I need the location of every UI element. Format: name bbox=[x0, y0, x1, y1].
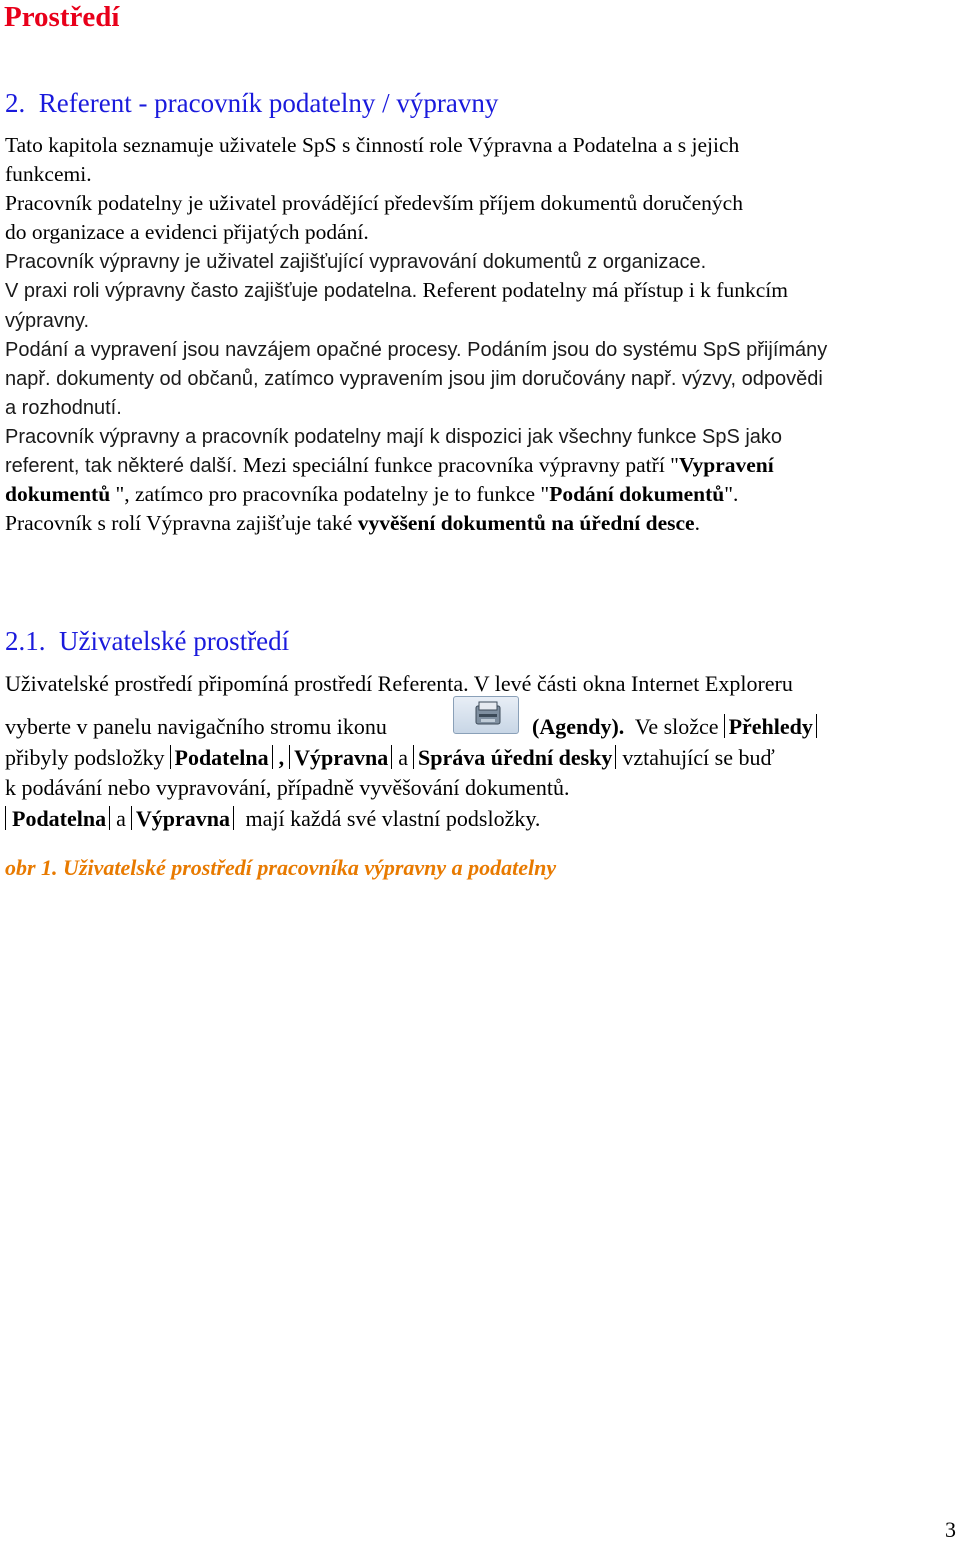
env-line-1 bbox=[5, 671, 793, 697]
document-title: Prostředí bbox=[4, 1, 120, 33]
folder-marker bbox=[131, 806, 132, 830]
intro-paragraph bbox=[5, 131, 827, 538]
intro-line-8a: Podání a vypravení jsou navzájem opačné procesy. bbox=[5, 338, 462, 361]
intro-line-7: výpravny. bbox=[5, 309, 90, 332]
intro-line-4: do organizace a evidenci přijatých podání. bbox=[5, 220, 369, 245]
folder-intro: Ve složce bbox=[634, 714, 719, 739]
env-line-5d: mají každá své vlastní podsložky. bbox=[245, 806, 541, 831]
agenda-icon-graphic bbox=[454, 697, 518, 733]
intro-line-8b: Podáním jsou do systému SpS přijímány bbox=[461, 338, 828, 361]
env-line-2-rest bbox=[532, 714, 823, 740]
env-line-4 bbox=[5, 775, 570, 801]
env-line-5 bbox=[5, 806, 540, 832]
conj-a: a bbox=[398, 745, 409, 770]
agenda-icon bbox=[453, 696, 519, 734]
folder-podatelna-2[interactable]: Podatelna bbox=[12, 806, 107, 831]
intro-line-13a: dokumentů bbox=[5, 482, 111, 507]
intro-line-12c: Vypravení bbox=[678, 453, 774, 478]
folder-podatelna[interactable]: Podatelna bbox=[174, 745, 269, 770]
env-line-2 bbox=[5, 714, 387, 740]
folder-marker bbox=[5, 806, 6, 830]
subsection-heading bbox=[5, 624, 289, 658]
page-number: 3 bbox=[945, 1517, 956, 1542]
env-line-2a: vyberte v panelu navigačního stromu ikonu bbox=[5, 714, 387, 739]
comma: , bbox=[278, 745, 285, 770]
subsection-number: 2.1. bbox=[5, 626, 46, 656]
env-line-4-text: k podávání nebo vypravování, případně vyvěšování dokumentů. bbox=[5, 775, 570, 800]
env-line-1a: Uživatelské prostředí připomíná prostředí Referenta. bbox=[5, 671, 469, 696]
folder-marker bbox=[289, 745, 290, 769]
subsection-title: Uživatelské prostředí bbox=[59, 626, 290, 656]
folder-marker bbox=[724, 714, 725, 738]
folder-marker bbox=[109, 806, 110, 830]
conj-a-2: a bbox=[116, 806, 126, 831]
folder-marker bbox=[233, 806, 234, 830]
folder-marker bbox=[170, 745, 171, 769]
section-title: Referent - pracovník podatelny / výpravny bbox=[38, 88, 499, 118]
folder-marker bbox=[615, 745, 616, 769]
intro-line-3: Pracovník podatelny je uživatel provádějící především příjem dokumentů doručených bbox=[5, 191, 743, 216]
intro-line-13b: ", zatímco pro pracovníka podatelny je to funkce " bbox=[110, 482, 550, 507]
intro-line-2: funkcemi. bbox=[5, 162, 92, 187]
env-line-3g: vztahující se buď bbox=[622, 745, 775, 770]
intro-line-10: a rozhodnutí. bbox=[5, 396, 122, 419]
intro-line-11: Pracovník výpravny a pracovník podatelny mají k dispozici jak všechny funkce SpS jako bbox=[5, 425, 783, 448]
section-heading bbox=[5, 86, 498, 120]
intro-line-14a: Pracovník s rolí Výpravna zajišťuje také bbox=[5, 511, 358, 536]
env-line-3a: přibyly podsložky bbox=[5, 745, 165, 770]
intro-line-14b: vyvěšení dokumentů na úřední desce bbox=[357, 511, 695, 536]
section-number: 2. bbox=[5, 88, 26, 118]
intro-line-6a: V praxi roli výpravny často zajišťuje podatelna. bbox=[5, 280, 418, 303]
figure-caption: obr 1. Uživatelské prostředí pracovníka výpravny a podatelny bbox=[5, 855, 557, 880]
intro-line-5: Pracovník výpravny je uživatel zajišťující vypravování dokumentů z organizace. bbox=[5, 251, 707, 274]
intro-line-12b: Mezi speciální funkce pracovníka výpravny patří " bbox=[237, 453, 679, 478]
folder-marker bbox=[413, 745, 414, 769]
folder-vypravna-2[interactable]: Výpravna bbox=[135, 806, 231, 831]
intro-line-13d: ". bbox=[724, 482, 739, 507]
folder-prehledy[interactable]: Přehledy bbox=[728, 714, 813, 739]
intro-line-12a: referent, tak některé další. bbox=[5, 455, 238, 478]
intro-line-13c: Podání dokumentů bbox=[549, 482, 725, 507]
env-line-1b: V levé části okna Internet Exploreru bbox=[468, 671, 793, 696]
folder-vypravna[interactable]: Výpravna bbox=[294, 745, 389, 770]
intro-line-6b: Referent podatelny má přístup i k funkcím bbox=[417, 278, 788, 303]
folder-marker bbox=[816, 714, 817, 738]
intro-line-14c: . bbox=[694, 511, 700, 536]
agendy-label: (Agendy). bbox=[532, 714, 625, 739]
env-line-3 bbox=[5, 745, 775, 771]
folder-marker bbox=[272, 745, 273, 769]
intro-line-9: např. dokumenty od občanů, zatímco vypravením jsou jim doručovány např. výzvy, odpovědi bbox=[5, 367, 823, 390]
folder-sprava-uredni-desky[interactable]: Správa úřední desky bbox=[418, 745, 613, 770]
intro-line-1: Tato kapitola seznamuje uživatele SpS s činností role Výpravna a Podatelna a s jejich bbox=[5, 133, 740, 157]
folder-marker bbox=[391, 745, 392, 769]
